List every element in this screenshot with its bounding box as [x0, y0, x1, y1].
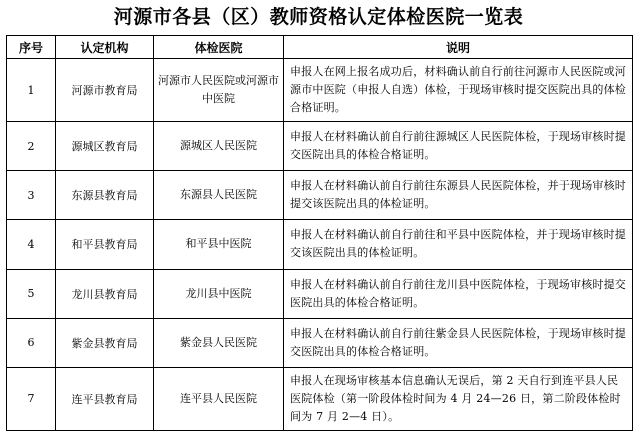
- row-seq: 6: [7, 318, 56, 367]
- row-seq: 3: [7, 171, 56, 220]
- row-agency: 龙川县教育局: [56, 269, 154, 318]
- row-notes: 申报人在网上报名成功后，材料确认前自行前往河源市人民医院或河源市中医院（申报人自选）体检，于现场审核时提交医院出具的体检合格证明。: [284, 59, 633, 122]
- row-seq: 4: [7, 220, 56, 269]
- row-hospital: 东源县人民医院: [154, 171, 284, 220]
- table-row: [7, 318, 633, 367]
- header-hospital: 体检医院: [154, 36, 284, 59]
- table-row: [7, 269, 633, 318]
- row-agency: 东源县教育局: [56, 171, 154, 220]
- table-header-row: [7, 36, 633, 59]
- row-agency: 河源市教育局: [56, 59, 154, 122]
- header-agency: 认定机构: [56, 36, 154, 59]
- row-seq: 2: [7, 122, 56, 171]
- table-row: [7, 220, 633, 269]
- row-hospital: 紫金县人民医院: [154, 318, 284, 367]
- row-hospital: 和平县中医院: [154, 220, 284, 269]
- hospital-table: [6, 35, 633, 431]
- row-notes: 申报人在现场审核基本信息确认无误后，第 2 天自行到连平县人民医院体检（第一阶段体检时间为 4 月 24—26 日，第二阶段体检时间为 7 月 2—4 日）。: [284, 367, 633, 430]
- row-hospital: 源城区人民医院: [154, 122, 284, 171]
- row-notes: 申报人在材料确认前自行前往紫金县人民医院体检，于现场审核时提交医院出具的体检合格证明。: [284, 318, 633, 367]
- row-seq: 7: [7, 367, 56, 430]
- row-notes: 申报人在材料确认前自行前往龙川县中医院体检，于现场审核时提交医院出具的体检合格证明。: [284, 269, 633, 318]
- header-notes: 说明: [284, 36, 633, 59]
- row-notes: 申报人在材料确认前自行前往东源县人民医院体检，并于现场审核时提交该医院出具的体检证明。: [284, 171, 633, 220]
- row-agency: 连平县教育局: [56, 367, 154, 430]
- row-seq: 1: [7, 59, 56, 122]
- row-agency: 紫金县教育局: [56, 318, 154, 367]
- table-row: [7, 171, 633, 220]
- row-hospital: 河源市人民医院或河源市中医院: [154, 59, 284, 122]
- table-row: [7, 367, 633, 430]
- header-seq: 序号: [7, 36, 56, 59]
- row-agency: 和平县教育局: [56, 220, 154, 269]
- page-title: 河源市各县（区）教师资格认定体检医院一览表: [113, 6, 524, 28]
- row-hospital: 龙川县中医院: [154, 269, 284, 318]
- table-row: [7, 59, 633, 122]
- row-agency: 源城区教育局: [56, 122, 154, 171]
- row-hospital: 连平县人民医院: [154, 367, 284, 430]
- row-notes: 申报人在材料确认前自行前往和平县中医院体检，并于现场审核时提交该医院出具的体检证明。: [284, 220, 633, 269]
- row-seq: 5: [7, 269, 56, 318]
- row-notes: 申报人在材料确认前自行前往源城区人民医院体检，于现场审核时提交医院出具的体检合格证明。: [284, 122, 633, 171]
- table-row: [7, 122, 633, 171]
